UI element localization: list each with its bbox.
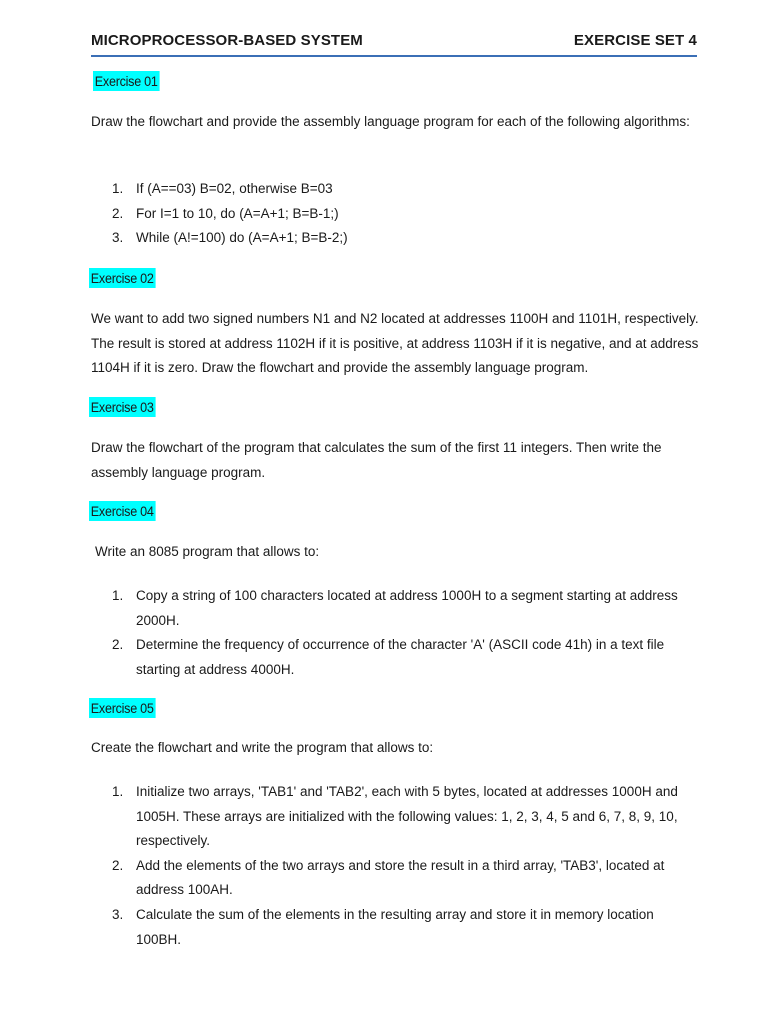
list-item: 1. Initialize two arrays, 'TAB1' and 'TAB2', each with 5 bytes, located at addresses 1000H and 1005H. These arrays are initialized with the following values: 1, 2, 3, 4, 5 and 6, 7, 8, 9, 10, respectively. (112, 784, 678, 849)
page-header (91, 32, 697, 52)
exercise-03-intro: Draw the flowchart of the program that calculates the sum of the first 11 integers. Then write the assembly language program. (91, 440, 662, 480)
exercise-04-list (112, 584, 702, 682)
exercise-02-intro: We want to add two signed numbers N1 and N2 located at addresses 1100H and 1101H, respectively. The result is stored at address 1102H if it is positive, at address 1103H if it is negative, and at address 1104H if it is zero. Draw the flowchart and provide the assembly language program. (91, 311, 699, 376)
course-title: MICROPROCESSOR-BASED SYSTEM (91, 32, 363, 49)
header-divider (91, 55, 697, 57)
exercise-01-list (112, 177, 702, 251)
list-item: 1. Copy a string of 100 characters located at address 1000H to a segment starting at address 2000H. (112, 588, 678, 628)
list-item: 1. If (A==03) B=02, otherwise B=03 (112, 181, 333, 196)
exercise-set-title: EXERCISE SET 4 (573, 32, 697, 49)
list-item: 3. While (A!=100) do (A=A+1; B=B-2;) (112, 230, 348, 246)
exercise-04-heading: Exercise 04 (90, 503, 154, 519)
list-item: 3. Calculate the sum of the elements in the resulting array and store it in memory location 100BH. (112, 906, 654, 947)
exercise-01-heading: Exercise 01 (94, 73, 158, 89)
exercise-05-intro: Create the flowchart and write the program that allows to: (91, 740, 434, 755)
exercise-05-list (112, 780, 702, 952)
exercise-05-heading: Exercise 05 (90, 700, 154, 716)
exercise-01-intro: Draw the flowchart and provide the assembly language program for each of the following algorithms: (91, 114, 690, 129)
list-item: 2. For I=1 to 10, do (A=A+1; B=B-1;) (112, 205, 339, 221)
list-item: 2. Determine the frequency of occurrence of the character 'A' (ASCII code 41h) in a text file starting at address 4000H. (112, 637, 665, 677)
list-item: 2. Add the elements of the two arrays and store the result in a third array, 'TAB3', located at address 100AH. (112, 857, 665, 898)
exercise-02-heading: Exercise 02 (90, 270, 154, 286)
exercise-04-intro: Write an 8085 program that allows to: (95, 544, 320, 559)
exercise-03-heading: Exercise 03 (90, 399, 154, 415)
